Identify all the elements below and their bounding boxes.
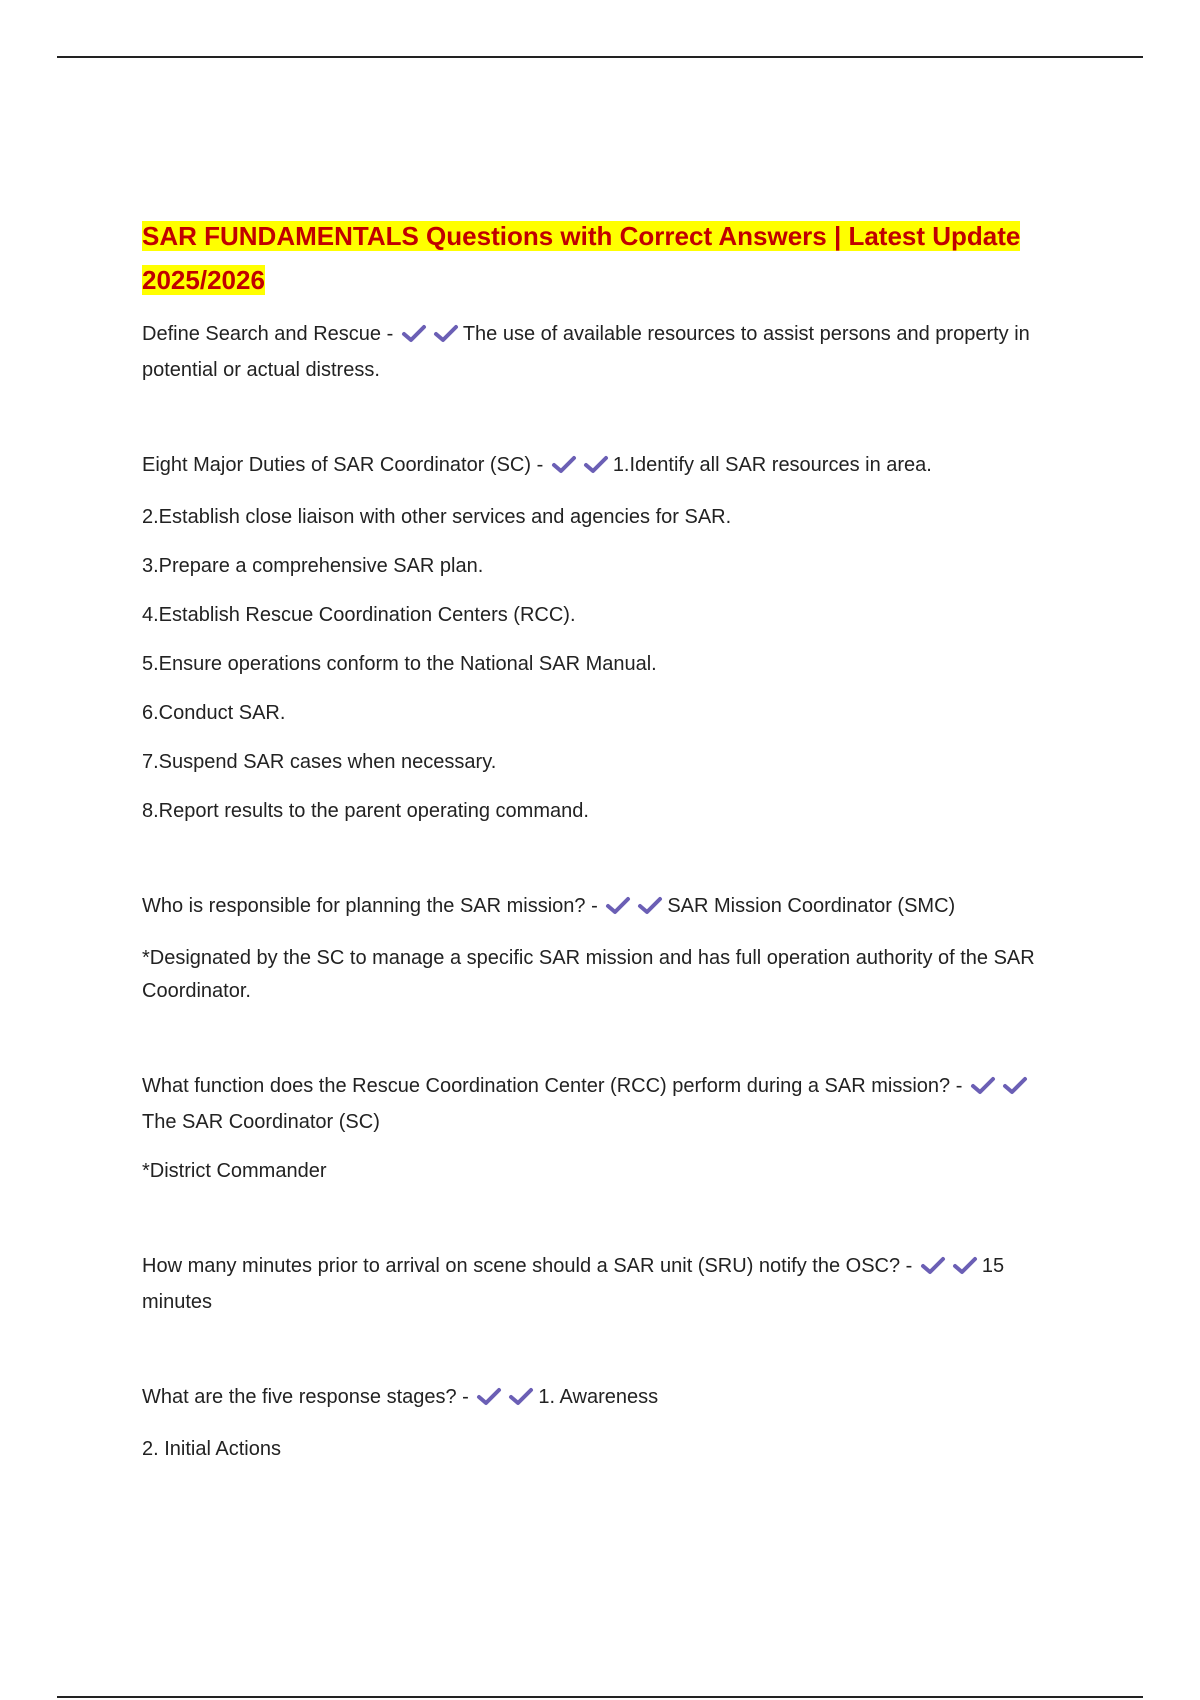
check-icon [583,454,609,474]
qa-entry [142,449,1057,828]
answer-detail-line: 3.Prepare a comprehensive SAR plan. [142,555,484,577]
question-text: Eight Major Duties of SAR Coordinator (SC) - [142,454,544,476]
qa-line [142,1250,1057,1319]
question-text: Who is responsible for planning the SAR mission? - [142,895,598,917]
answer-marker [551,452,609,485]
check-icon [401,323,427,343]
answer-detail-line: 2. Initial Actions [142,1438,281,1460]
answer-text: The use of available resources to assist persons and property in potential or actual distress. [142,323,1030,381]
answer-marker [605,893,663,926]
answer-detail-line: 2.Establish close liaison with other services and agencies for SAR. [142,506,732,528]
answer-detail-line: 8.Report results to the parent operating command. [142,800,589,822]
document-title [142,214,1057,302]
check-icon [476,1386,502,1406]
qa-entry [142,890,1057,1008]
question-text: What function does the Rescue Coordination Center (RCC) perform during a SAR mission? - [142,1075,963,1097]
qa-entry [142,1070,1057,1188]
check-icon [637,895,663,915]
answer-text: SAR Mission Coordinator (SMC) [667,895,956,917]
answer-detail-line: 6.Conduct SAR. [142,702,286,724]
question-text: What are the five response stages? - [142,1386,469,1408]
check-icon [1002,1075,1028,1095]
check-icon [605,895,631,915]
answer-text: The SAR Coordinator (SC) [142,1111,380,1133]
check-icon [551,454,577,474]
answer-marker [920,1253,978,1286]
check-icon [508,1386,534,1406]
answer-text: 15 minutes [142,1255,1005,1313]
qa-entry [142,1381,1057,1466]
answer-text: 1. Awareness [538,1386,659,1408]
qa-line [142,890,1057,926]
question-text: Define Search and Rescue - [142,323,394,345]
answer-detail-line: 5.Ensure operations conform to the National SAR Manual. [142,653,657,675]
question-text: How many minutes prior to arrival on scene should a SAR unit (SRU) notify the OSC? - [142,1255,913,1277]
answer-marker [970,1073,1028,1106]
answer-text: 1.Identify all SAR resources in area. [612,454,932,476]
qa-list [142,318,1057,1466]
title-highlight: SAR FUNDAMENTALS Questions with Correct Answers | Latest Update 2025/2026 [142,221,1021,295]
qa-entry [142,1250,1057,1319]
answer-detail-line: *District Commander [142,1160,327,1182]
qa-line [142,1070,1057,1139]
check-icon [970,1075,996,1095]
check-icon [920,1255,946,1275]
answer-marker [401,321,459,354]
answer-detail-line: *Designated by the SC to manage a specific SAR mission and has full operation authority of the SAR Coordinator. [142,947,1035,1002]
check-icon [952,1255,978,1275]
check-icon [433,323,459,343]
qa-line [142,318,1057,387]
qa-line [142,449,1057,485]
document-body [142,214,1057,1466]
answer-detail-line: 4.Establish Rescue Coordination Centers (RCC). [142,604,576,626]
top-rule [57,56,1143,58]
qa-line [142,1381,1057,1417]
answer-marker [476,1384,534,1417]
answer-detail-line: 7.Suspend SAR cases when necessary. [142,751,497,773]
qa-entry [142,318,1057,387]
bottom-rule [57,1696,1143,1698]
